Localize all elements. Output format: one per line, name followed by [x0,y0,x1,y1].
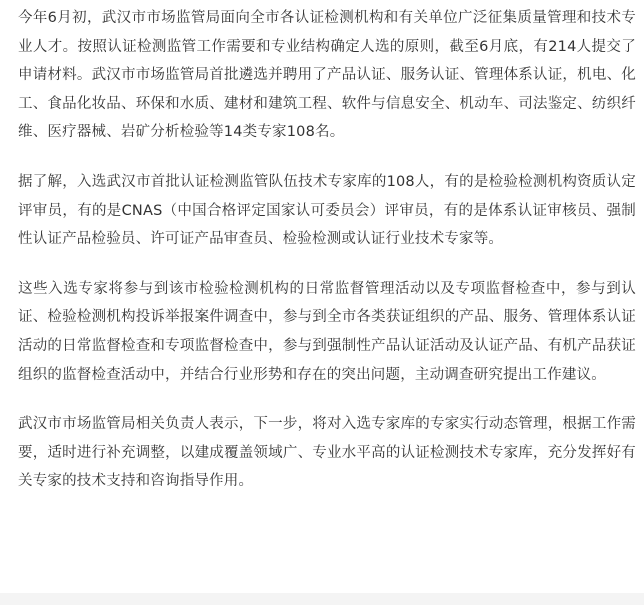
bottom-divider-band [0,593,644,605]
article-body [18,4,636,517]
paragraph-1: 今年6月初，武汉市市场监管局面向全市各认证检测机构和有关单位广泛征集质量管理和技术专业人才。按照认证检测监管工作需要和专业结构确定人选的原则，截至6月底，有214人提交了申请材料。武汉市市场监管局首批遴选并聘用了产品认证、服务认证、管理体系认证，机电、化工、食品化妆品、环保和水质、建材和建筑工程、软件与信息安全、机动车、司法鉴定、纺织纤维、医疗器械、岩矿分析检验等14类专家108名。 [18,10,636,141]
paragraph-3: 这些入选专家将参与到该市检验检测机构的日常监督管理活动以及专项监督检查中，参与到认证、检验检测机构投诉举报案件调查中，参与到全市各类获证组织的产品、服务、管理体系认证活动的日常监督检查和专项监督检查中，参与到强制性产品认证活动及认证产品、有机产品获证组织的监督检查活动中，并结合行业形势和存在的突出问题，主动调查研究提出工作建议。 [18,280,636,383]
paragraph-2: 据了解，入选武汉市首批认证检测监管队伍技术专家库的108人，有的是检验检测机构资质认定评审员，有的是CNAS（中国合格评定国家认可委员会）评审员，有的是体系认证审核员、强制性认证产品检验员、许可证产品审查员、检验检测或认证行业技术专家等。 [18,173,636,248]
paragraph-4: 武汉市市场监管局相关负责人表示，下一步，将对入选专家库的专家实行动态管理，根据工作需要，适时进行补充调整，以建成覆盖领域广、专业水平高的认证检测技术专家库，充分发挥好有关专家的技术支持和咨询指导作用。 [18,416,636,490]
